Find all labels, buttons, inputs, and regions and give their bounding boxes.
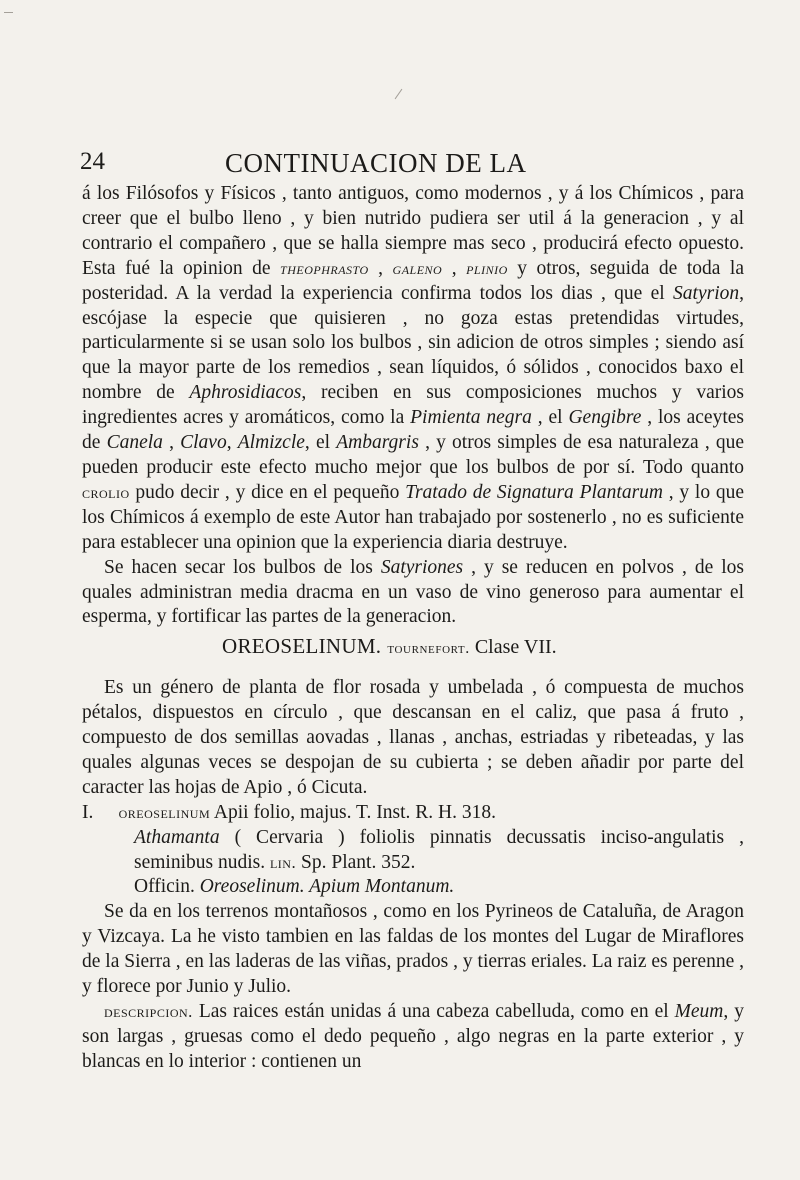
term-pimienta: Pimienta negra bbox=[410, 407, 532, 429]
entry-number: I. bbox=[82, 801, 94, 823]
section-author: tournefort. bbox=[387, 640, 470, 658]
author-crolio: crolio bbox=[82, 482, 130, 502]
paragraph-2: Se hacen secar los bulbos de los Satyriones , y se reducen en polvos , de los quales administran media dracma en un vaso de vino generoso para aumentar el esperma, y fortificar las partes de la generacion. bbox=[82, 556, 744, 628]
officin-names: Oreoselinum. Apium Montanum. bbox=[199, 876, 455, 898]
entry-oreoselinum: oreoselinum bbox=[118, 802, 211, 822]
term-ambargris: Ambargris bbox=[336, 432, 419, 454]
page-header bbox=[80, 148, 740, 180]
author-plinio: plinio bbox=[466, 258, 508, 278]
label-descripcion: descripcion. bbox=[104, 1002, 193, 1021]
term-meum: Meum bbox=[674, 1001, 724, 1022]
term-athamanta: Athamanta bbox=[134, 826, 220, 848]
scan-mark bbox=[395, 89, 403, 99]
paragraph-4: Se da en los terrenos montañosos , como en los Pyrineos de Cataluña, de Aragon y Vizcaya. La he visto tambien en las faldas de los montes del Lugar de Miraflores de la Sierra , en las laderas de las viñas, prados , y tierras eriales. La raiz es perenne , y florece por Junio y Julio. bbox=[82, 901, 744, 998]
body-text bbox=[82, 182, 744, 1075]
species-entry: I. oreoselinum Apii folio, majus. T. Inst. R. H. 318. bbox=[82, 801, 744, 826]
term-aphrosidiacos: Aphrosidiacos bbox=[189, 382, 302, 404]
paragraph-5: descripcion. Las raices están unidas á una cabeza cabelluda, como en el Meum, y son largas , gruesas como el dedo pequeño , algo negras en la parte exterior , y blancas en lo interior : contienen un bbox=[82, 1001, 744, 1072]
term-almizcle: Almizcle bbox=[237, 432, 305, 454]
scan-mark bbox=[4, 12, 13, 13]
term-tratado: Tratado de Signatura Plantarum bbox=[405, 481, 663, 503]
term-canela: Canela bbox=[106, 432, 163, 454]
species-synonym: Athamanta ( Cervaria ) foliolis pinnatis decussatis inciso-angulatis , seminibus nudis. lin. Sp. Plant. 352. bbox=[134, 826, 744, 873]
running-head: CONTINUACION DE LA bbox=[225, 148, 527, 178]
author-lin: lin. bbox=[269, 852, 297, 872]
term-satyrion: Satyrion bbox=[673, 282, 740, 304]
term-clavo: Clavo bbox=[180, 432, 227, 454]
term-gengibre: Gengibre bbox=[568, 407, 642, 429]
author-theophrasto: theophrasto bbox=[280, 258, 369, 278]
page-number: 24 bbox=[80, 148, 105, 175]
genus-name: OREOSELINUM. bbox=[222, 634, 382, 659]
species-officin: Officin. Oreoselinum. Apium Montanum. bbox=[134, 876, 455, 898]
term-satyriones: Satyriones bbox=[380, 556, 464, 578]
section-heading bbox=[82, 634, 744, 662]
author-galeno: galeno bbox=[392, 258, 443, 278]
paragraph-3: Es un género de planta de flor rosada y umbelada , ó compuesta de muchos pétalos, dispuestos en círculo , que descansan en el caliz, que pasa á fruto , compuesto de dos semillas aovadas , llanas , anchas, estriadas y ribeteadas, y las quales algunas veces se despojan de su cubierta ; se deben añadir por parte del caracter las hojas de Apio , ó Cicuta. bbox=[82, 677, 744, 798]
paragraph-1: á los Filósofos y Físicos , tanto antiguos, como modernos , y á los Chímicos , para creer que el bulbo lleno , y bien nutrido pudiera ser util á la generacion , y al contrario el compañero , que se halla siempre mas seco , producirá efecto opuesto. Esta fué la opinion de theophrasto , galeno , plinio y otros, seguida de toda la posteridad. A la verdad la experiencia confirma todos los dias , que el Satyrion, escójase la especie que quisieren , no goza estas pretendidas virtudes, particularmente si se usan solo los bulbos , sin adicion de otros simples ; siendo así que la mayor parte de los remedios , sean líquidos, ó sólidos , conocidos baxo el nombre de Aphrosidiacos, reciben en sus composiciones muchos y varios ingredientes acres y aromáticos, como la Pimienta negra , el Gengibre , los aceytes de Canela , Clavo, Almizcle, el Ambargris , y otros simples de esa naturaleza , que pueden producir este efecto mucho mejor que los bulbos de por sí. Todo quanto crolio pudo decir , y dice en el pequeño Tratado de Signatura Plantarum , y lo que los Chímicos á exemplo de este Autor han trabajado por sostenerlo , no es suficiente para establecer una opinion que la experiencia diaria destruye. bbox=[82, 183, 745, 553]
section-class: Clase VII. bbox=[474, 636, 557, 659]
